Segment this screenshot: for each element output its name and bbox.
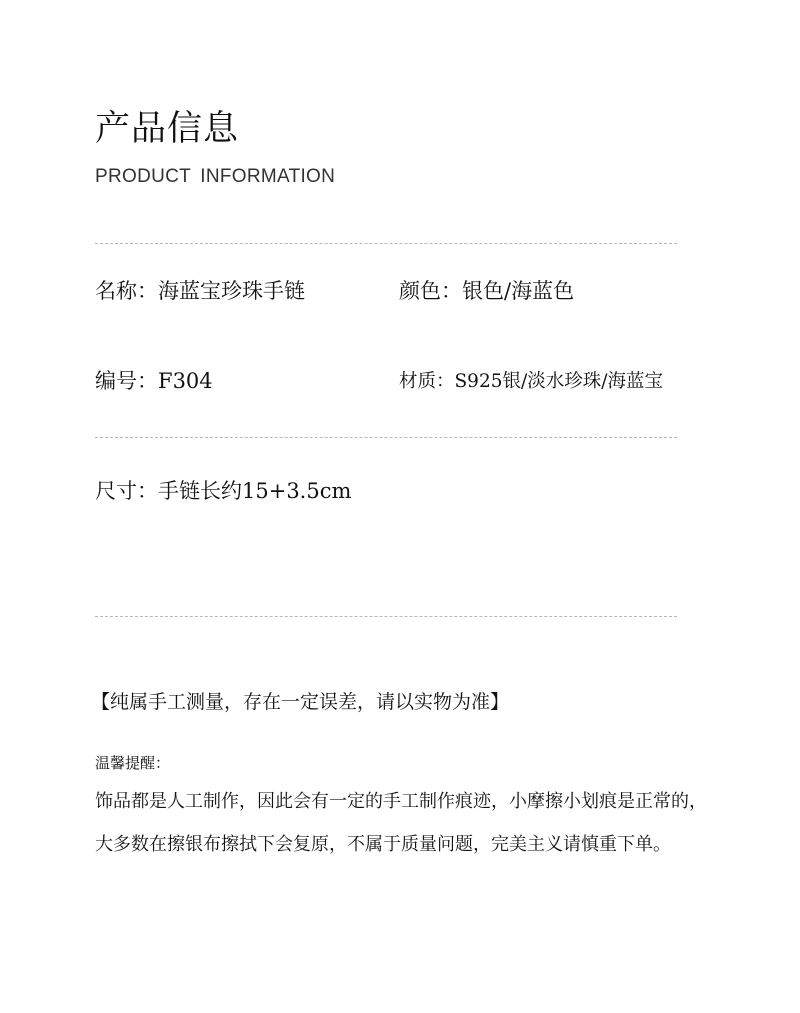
- product-code: 编号：F304: [95, 369, 213, 393]
- tip-line: 大多数在擦银布擦拭下会复原，不属于质量问题，完美主义请慎重下单。: [95, 834, 671, 855]
- tip-line: 饰品都是人工制作，因此会有一定的手工制作痕迹，小摩擦小划痕是正常的，: [95, 791, 707, 812]
- product-material: 材质：S925银/淡水珍珠/海蓝宝: [399, 371, 663, 392]
- page-title: 产品信息: [95, 109, 240, 149]
- product-color: 颜色：银色/海蓝色: [399, 279, 575, 303]
- divider: [95, 243, 677, 244]
- page-subtitle: PRODUCT INFORMATION: [95, 166, 336, 187]
- measurement-notice: 【纯属手工测量，存在一定误差，请以实物为准】: [91, 691, 510, 713]
- product-name: 名称：海蓝宝珍珠手链: [95, 279, 305, 303]
- tip-label: 温馨提醒：: [95, 754, 171, 772]
- divider: [95, 616, 677, 617]
- divider: [95, 437, 677, 438]
- product-size: 尺寸：手链长约15+3.5cm: [95, 479, 352, 503]
